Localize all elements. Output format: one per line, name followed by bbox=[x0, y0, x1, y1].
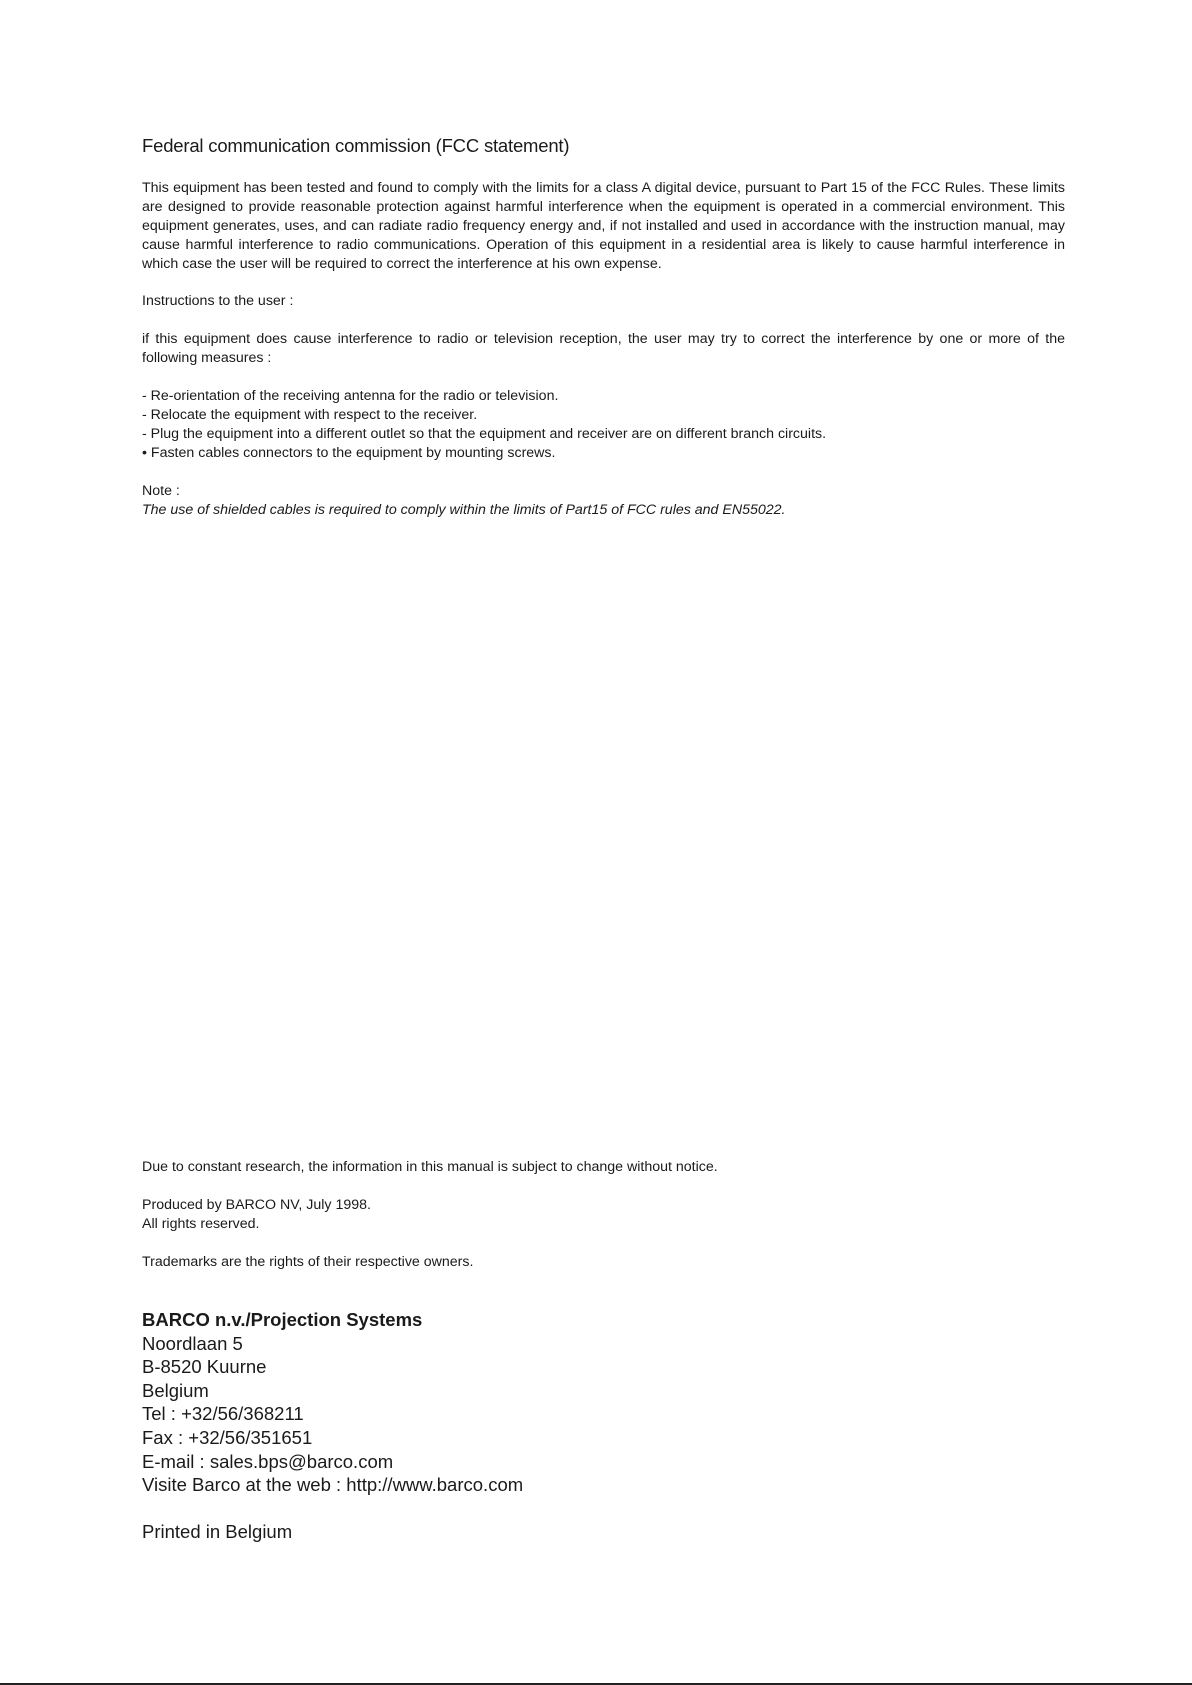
company-address bbox=[142, 1308, 523, 1497]
address-email: E-mail : sales.bps@barco.com bbox=[142, 1450, 394, 1472]
list-item: - Re-orientation of the receiving antenna for the radio or television. bbox=[142, 388, 559, 404]
address-web: Visite Barco at the web : http://www.barco.com bbox=[142, 1474, 524, 1496]
produced-by: Produced by BARCO NV, July 1998. bbox=[142, 1197, 371, 1213]
printed-in: Printed in Belgium bbox=[142, 1521, 293, 1542]
rights-reserved: All rights reserved. bbox=[142, 1216, 260, 1232]
note-text: The use of shielded cables is required to comply within the limits of Part15 of FCC rules and EN55022. bbox=[142, 502, 786, 518]
address-fax: Fax : +32/56/351651 bbox=[142, 1426, 313, 1448]
list-item: • Fasten cables connectors to the equipment by mounting screws. bbox=[142, 445, 556, 461]
address-tel: Tel : +32/56/368211 bbox=[142, 1403, 304, 1425]
fcc-heading: Federal communication commission (FCC statement) bbox=[142, 135, 570, 156]
address-street: Noordlaan 5 bbox=[142, 1332, 243, 1354]
trademarks-notice: Trademarks are the rights of their respective owners. bbox=[142, 1254, 474, 1270]
instructions-label: Instructions to the user : bbox=[142, 293, 294, 309]
note-label: Note : bbox=[142, 483, 180, 499]
list-item: - Plug the equipment into a different outlet so that the equipment and receiver are on different branch circuits. bbox=[142, 426, 827, 442]
instructions-intro: if this equipment does cause interference to radio or television reception, the user may try to correct the interference by one or more of the following measures : bbox=[142, 331, 1065, 366]
fcc-compliance-paragraph: This equipment has been tested and found to comply with the limits for a class A digital device, pursuant to Part 15 of the FCC Rules. These limits are designed to provide reasonable protection against harmful interference when the equipment is operated in a commercial environment. This equipment generates, uses, and can radiate radio frequency energy and, if not installed and used in accordance with the instruction manual, may cause harmful interference to radio communications. Operation of this equipment in a residential area is likely to cause harmful interference in which case the user will be required to correct the interference at his own expense. bbox=[142, 180, 1065, 272]
address-country: Belgium bbox=[142, 1379, 209, 1401]
list-item: - Relocate the equipment with respect to the receiver. bbox=[142, 407, 478, 423]
change-notice: Due to constant research, the information in this manual is subject to change without notice. bbox=[142, 1159, 718, 1175]
address-city: B-8520 Kuurne bbox=[142, 1356, 267, 1378]
company-name: BARCO n.v./Projection Systems bbox=[142, 1309, 423, 1330]
measures-list bbox=[142, 387, 826, 463]
production-info bbox=[142, 1196, 1065, 1234]
